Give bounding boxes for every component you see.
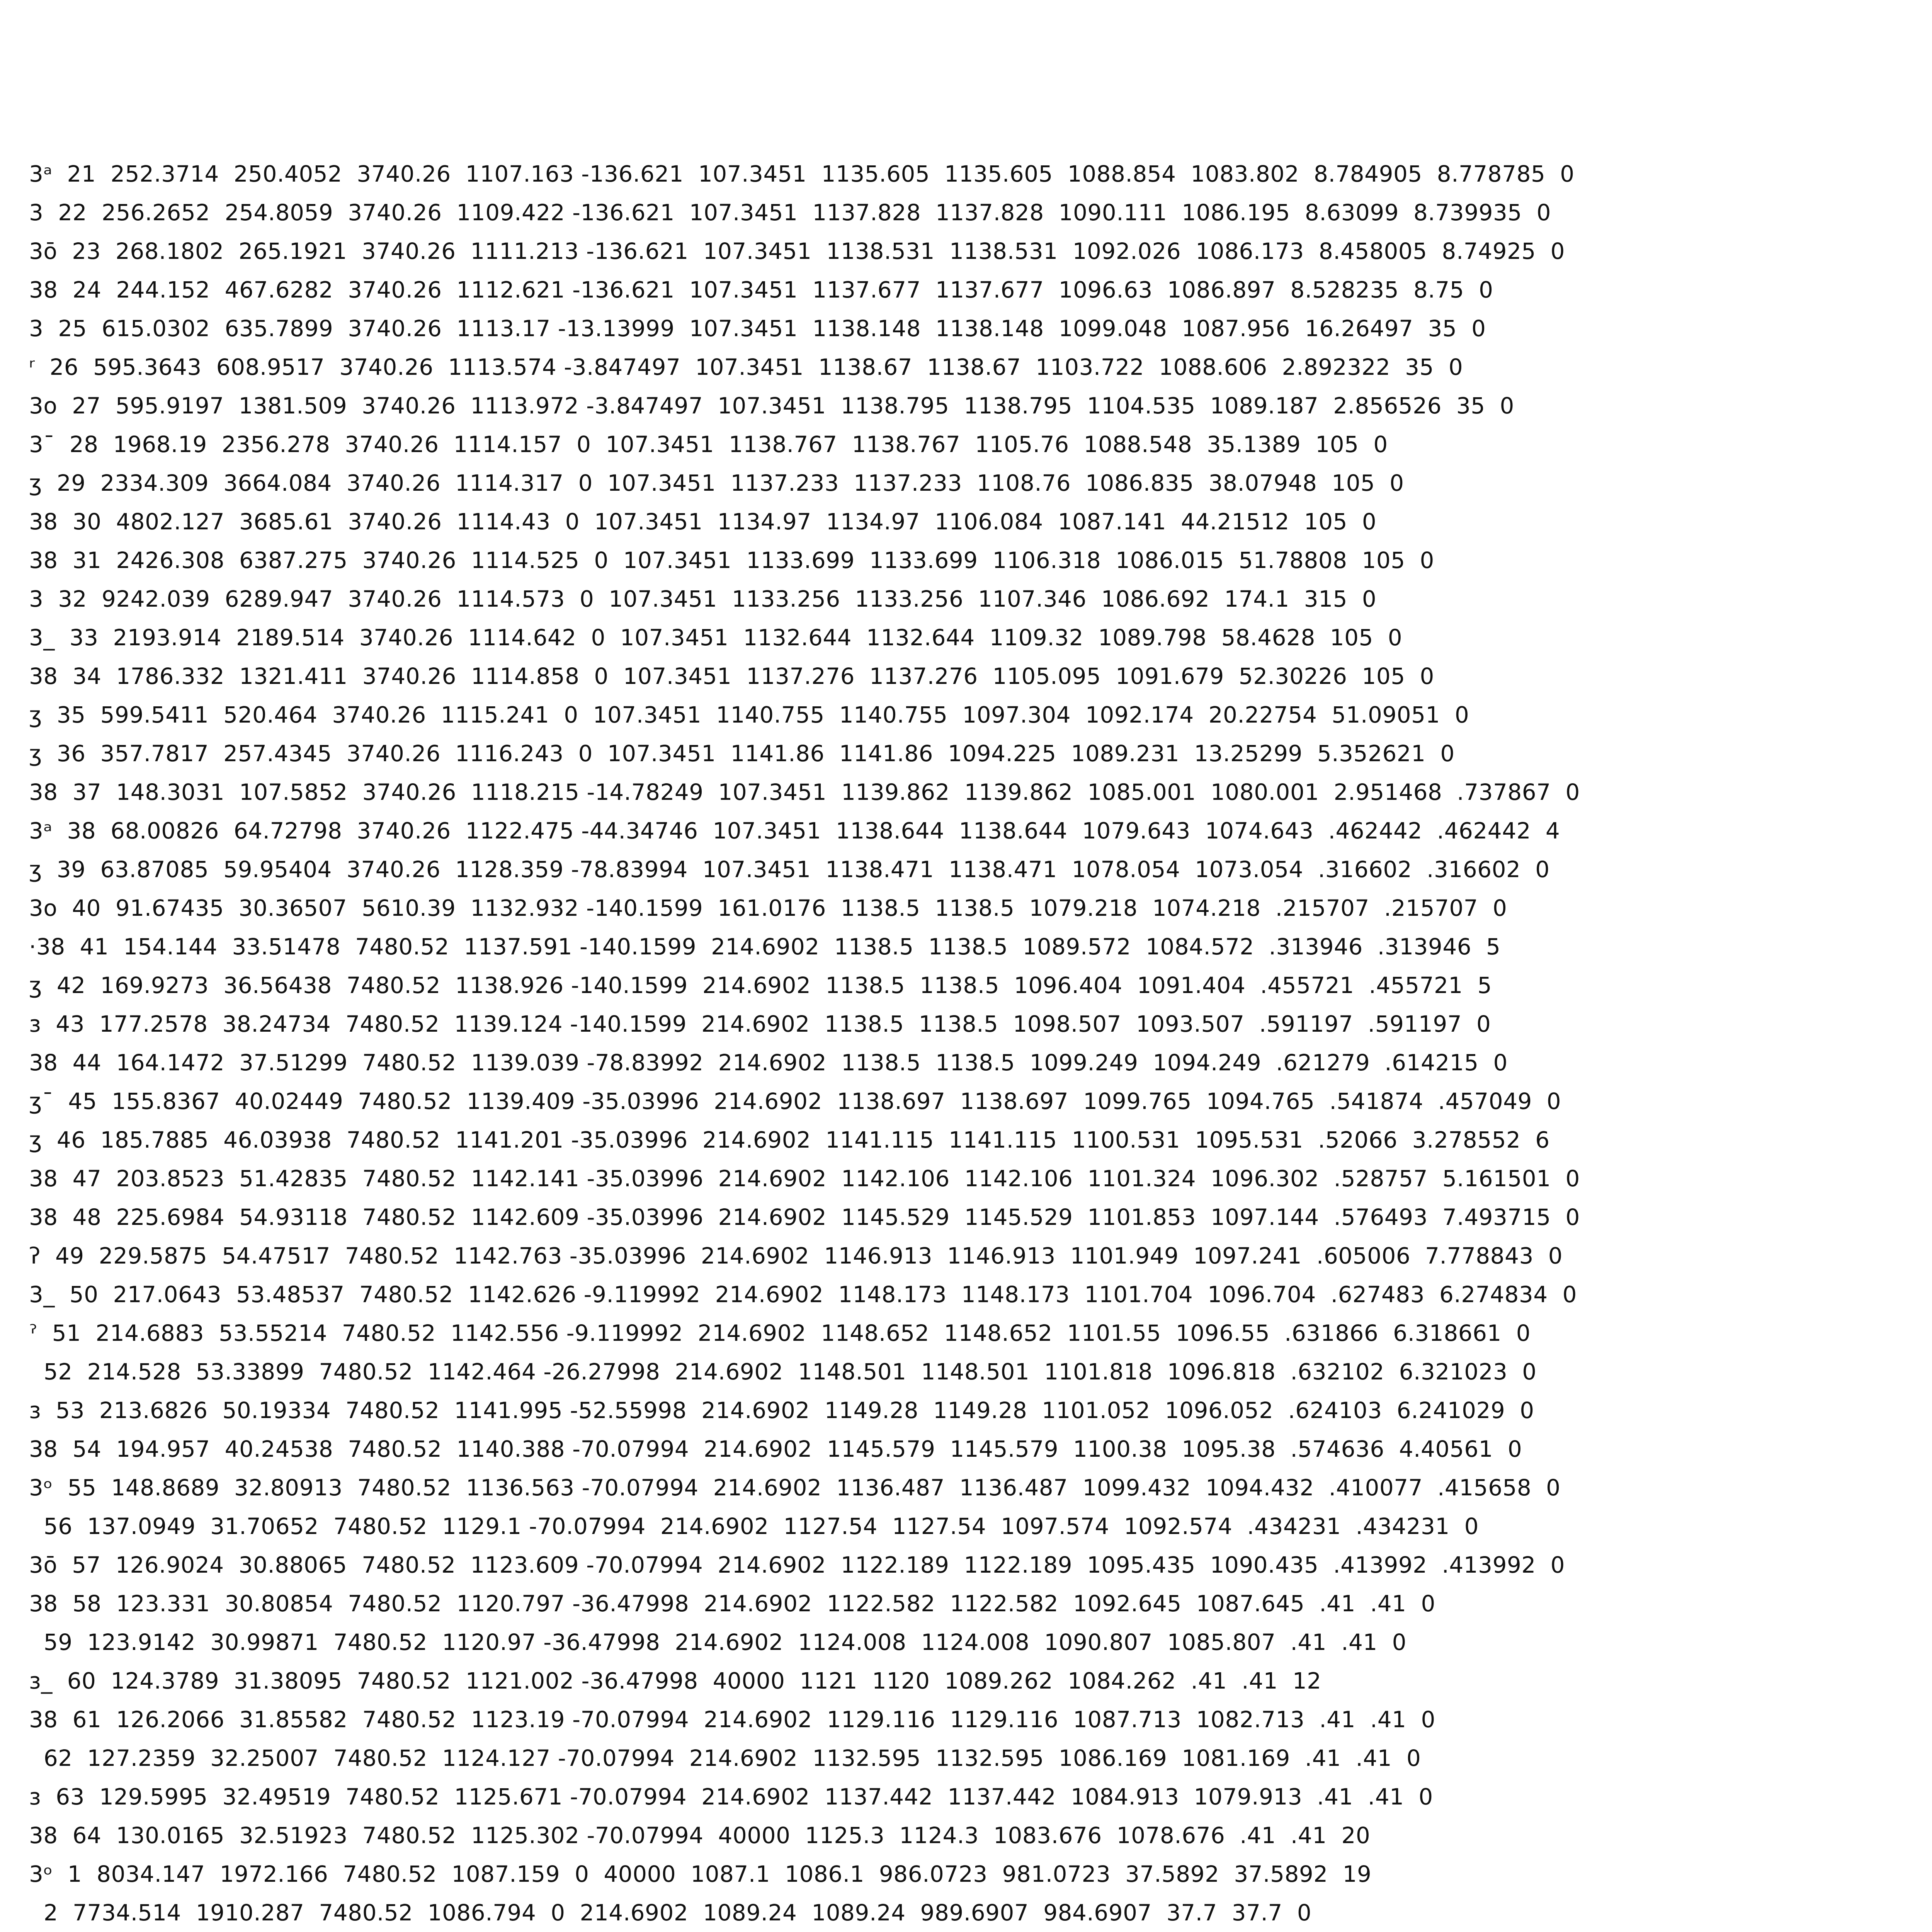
table-row: ʒ 36 357.7817 257.4345 3740.26 1116.243 0 107.3451 1141.86 1141.86 1094.225 1089.231 13.25299 5.352621 0: [29, 740, 1455, 767]
table-row: 38 58 123.331 30.80854 7480.52 1120.797 -36.47998 214.6902 1122.582 1122.582 1092.645 1087.645 .41 .41 0: [29, 1590, 1435, 1617]
table-row: 38 44 164.1472 37.51299 7480.52 1139.039 -78.83992 214.6902 1138.5 1138.5 1099.249 1094.249 .621279 .614215 0: [29, 1049, 1508, 1076]
table-row: 3 25 615.0302 635.7899 3740.26 1113.17 -13.13999 107.3451 1138.148 1138.148 1099.048 1087.956 16.26497 35 0: [29, 315, 1486, 342]
table-row: 38 34 1786.332 1321.411 3740.26 1114.858 0 107.3451 1137.276 1137.276 1105.095 1091.679 52.30226 105 0: [29, 663, 1434, 689]
table-row: ʒ 42 169.9273 36.56438 7480.52 1138.926 -140.1599 214.6902 1138.5 1138.5 1096.404 1091.404 .455721 .455721 5: [29, 972, 1492, 998]
table-row: 38 48 225.6984 54.93118 7480.52 1142.609 -35.03996 214.6902 1145.529 1145.529 1101.853 1097.144 .576493 7.493715 0: [29, 1204, 1580, 1230]
table-row: 38 61 126.2066 31.85582 7480.52 1123.19 -70.07994 214.6902 1129.116 1129.116 1087.713 1082.713 .41 .41 0: [29, 1706, 1435, 1733]
table-row: 38 54 194.957 40.24538 7480.52 1140.388 -70.07994 214.6902 1145.579 1145.579 1100.38 1095.38 .574636 4.40561 0: [29, 1436, 1522, 1462]
table-row: 38 64 130.0165 32.51923 7480.52 1125.302 -70.07994 40000 1125.3 1124.3 1083.676 1078.676 .41 .41 20: [29, 1822, 1371, 1849]
table-row: 2 7734.514 1910.287 7480.52 1086.794 0 214.6902 1089.24 1089.24 989.6907 984.6907 37.7 37.7 0: [29, 1900, 1312, 1926]
table-row: 3_ 33 2193.914 2189.514 3740.26 1114.642 0 107.3451 1132.644 1132.644 1109.32 1089.798 58.4628 105 0: [29, 624, 1403, 651]
table-row: ʳ 26 595.3643 608.9517 3740.26 1113.574 -3.847497 107.3451 1138.67 1138.67 1103.722 1088.606 2.892322 35 0: [29, 354, 1463, 380]
table-row: 62 127.2359 32.25007 7480.52 1124.127 -70.07994 214.6902 1132.595 1132.595 1086.169 1081.169 .41 .41 0: [29, 1745, 1421, 1771]
table-row: 59 123.9142 30.99871 7480.52 1120.97 -36.47998 214.6902 1124.008 1124.008 1090.807 1085.807 .41 .41 0: [29, 1629, 1407, 1655]
table-row: 38 37 148.3031 107.5852 3740.26 1118.215 -14.78249 107.3451 1139.862 1139.862 1085.001 1080.001 2.951468 .737867 0: [29, 779, 1580, 805]
table-row: ɜ 63 129.5995 32.49519 7480.52 1125.671 -70.07994 214.6902 1137.442 1137.442 1084.913 1079.913 .41 .41 0: [29, 1784, 1433, 1810]
table-row: ʒ 39 63.87085 59.95404 3740.26 1128.359 -78.83994 107.3451 1138.471 1138.471 1078.054 1073.054 .316602 .316602 0: [29, 856, 1550, 883]
table-row: 3_ 50 217.0643 53.48537 7480.52 1142.626 -9.119992 214.6902 1148.173 1148.173 1101.704 1096.704 .627483 6.274834 0: [29, 1281, 1577, 1308]
table-row: ·38 41 154.144 33.51478 7480.52 1137.591 -140.1599 214.6902 1138.5 1138.5 1089.572 1084.572 .313946 .313946 5: [29, 934, 1501, 960]
table-row: 38 24 244.152 467.6282 3740.26 1112.621 -136.621 107.3451 1137.677 1137.677 1096.63 1086.897 8.528235 8.75 0: [29, 277, 1493, 303]
table-row: ɜ 53 213.6826 50.19334 7480.52 1141.995 -52.55998 214.6902 1149.28 1149.28 1101.052 1096.052 .624103 6.241029 0: [29, 1397, 1534, 1423]
table-row: 3ᵒ 55 148.8689 32.80913 7480.52 1136.563 -70.07994 214.6902 1136.487 1136.487 1099.432 1094.432 .410077 .415658 0: [29, 1475, 1561, 1501]
table-row: 3 22 256.2652 254.8059 3740.26 1109.422 -136.621 107.3451 1137.828 1137.828 1090.111 1086.195 8.63099 8.739935 0: [29, 199, 1551, 226]
table-row: ʒ 29 2334.309 3664.084 3740.26 1114.317 0 107.3451 1137.233 1137.233 1108.76 1086.835 38.07948 105 0: [29, 470, 1404, 496]
table-row: 3ᵃ 21 252.3714 250.4052 3740.26 1107.163 -136.621 107.3451 1135.605 1135.605 1088.854 1083.802 8.784905 8.778785 0: [29, 161, 1575, 187]
table-row: 38 31 2426.308 6387.275 3740.26 1114.525 0 107.3451 1133.699 1133.699 1106.318 1086.015 51.78808 105 0: [29, 547, 1434, 573]
table-row: 56 137.0949 31.70652 7480.52 1129.1 -70.07994 214.6902 1127.54 1127.54 1097.574 1092.574 .434231 .434231 0: [29, 1513, 1479, 1539]
table-row: 3o 40 91.67435 30.36507 5610.39 1132.932 -140.1599 161.0176 1138.5 1138.5 1079.218 1074.218 .215707 .215707 0: [29, 895, 1507, 921]
table-row: ʒ 35 599.5411 520.464 3740.26 1115.241 0 107.3451 1140.755 1140.755 1097.304 1092.174 20.22754 51.09051 0: [29, 702, 1469, 728]
table-row: ɜ 43 177.2578 38.24734 7480.52 1139.124 -140.1599 214.6902 1138.5 1138.5 1098.507 1093.507 .591197 .591197 0: [29, 1011, 1491, 1037]
table-row: ˀ 51 214.6883 53.55214 7480.52 1142.556 -9.119992 214.6902 1148.652 1148.652 1101.55 1096.55 .631866 6.318661 0: [29, 1320, 1531, 1346]
table-row: ʒˉ 45 155.8367 40.02449 7480.52 1139.409 -35.03996 214.6902 1138.697 1138.697 1099.765 1094.765 .541874 .457049 0: [29, 1088, 1561, 1114]
data-table: [29, 155, 1932, 1932]
table-row: 38 47 203.8523 51.42835 7480.52 1142.141 -35.03996 214.6902 1142.106 1142.106 1101.324 1096.302 .528757 5.161501 0: [29, 1165, 1580, 1192]
table-row: ʔ 49 229.5875 54.47517 7480.52 1142.763 -35.03996 214.6902 1146.913 1146.913 1101.949 1097.241 .605006 7.778843 0: [29, 1243, 1563, 1269]
table-row: 52 214.528 53.33899 7480.52 1142.464 -26.27998 214.6902 1148.501 1148.501 1101.818 1096.818 .632102 6.321023 0: [29, 1359, 1537, 1385]
table-row: 3o 27 595.9197 1381.509 3740.26 1113.972 -3.847497 107.3451 1138.795 1138.795 1104.535 1089.187 2.856526 35 0: [29, 393, 1514, 419]
table-row: 3ō 23 268.1802 265.1921 3740.26 1111.213 -136.621 107.3451 1138.531 1138.531 1092.026 1086.173 8.458005 8.74925 0: [29, 238, 1565, 264]
table-row: 38 30 4802.127 3685.61 3740.26 1114.43 0 107.3451 1134.97 1134.97 1106.084 1087.141 44.21512 105 0: [29, 509, 1377, 535]
table-row: 3 32 9242.039 6289.947 3740.26 1114.573 0 107.3451 1133.256 1133.256 1107.346 1086.692 174.1 315 0: [29, 586, 1377, 612]
table-row: 3ᵃ 38 68.00826 64.72798 3740.26 1122.475 -44.34746 107.3451 1138.644 1138.644 1079.643 1074.643 .462442 .462442 4: [29, 818, 1560, 844]
table-row: ɜ_ 60 124.3789 31.38095 7480.52 1121.002 -36.47998 40000 1121 1120 1089.262 1084.262 .41 .41 12: [29, 1668, 1321, 1694]
table-row: 3ˉ 28 1968.19 2356.278 3740.26 1114.157 0 107.3451 1138.767 1138.767 1105.76 1088.548 35.1389 105 0: [29, 431, 1388, 457]
table-row: ʒ 46 185.7885 46.03938 7480.52 1141.201 -35.03996 214.6902 1141.115 1141.115 1100.531 1095.531 .52066 3.278552 6: [29, 1127, 1550, 1153]
table-row: 3ō 57 126.9024 30.88065 7480.52 1123.609 -70.07994 214.6902 1122.189 1122.189 1095.435 1090.435 .413992 .413992 0: [29, 1552, 1565, 1578]
table-row: 3ᵒ 1 8034.147 1972.166 7480.52 1087.159 0 40000 1087.1 1086.1 986.0723 981.0723 37.5892 37.5892 19: [29, 1861, 1372, 1887]
